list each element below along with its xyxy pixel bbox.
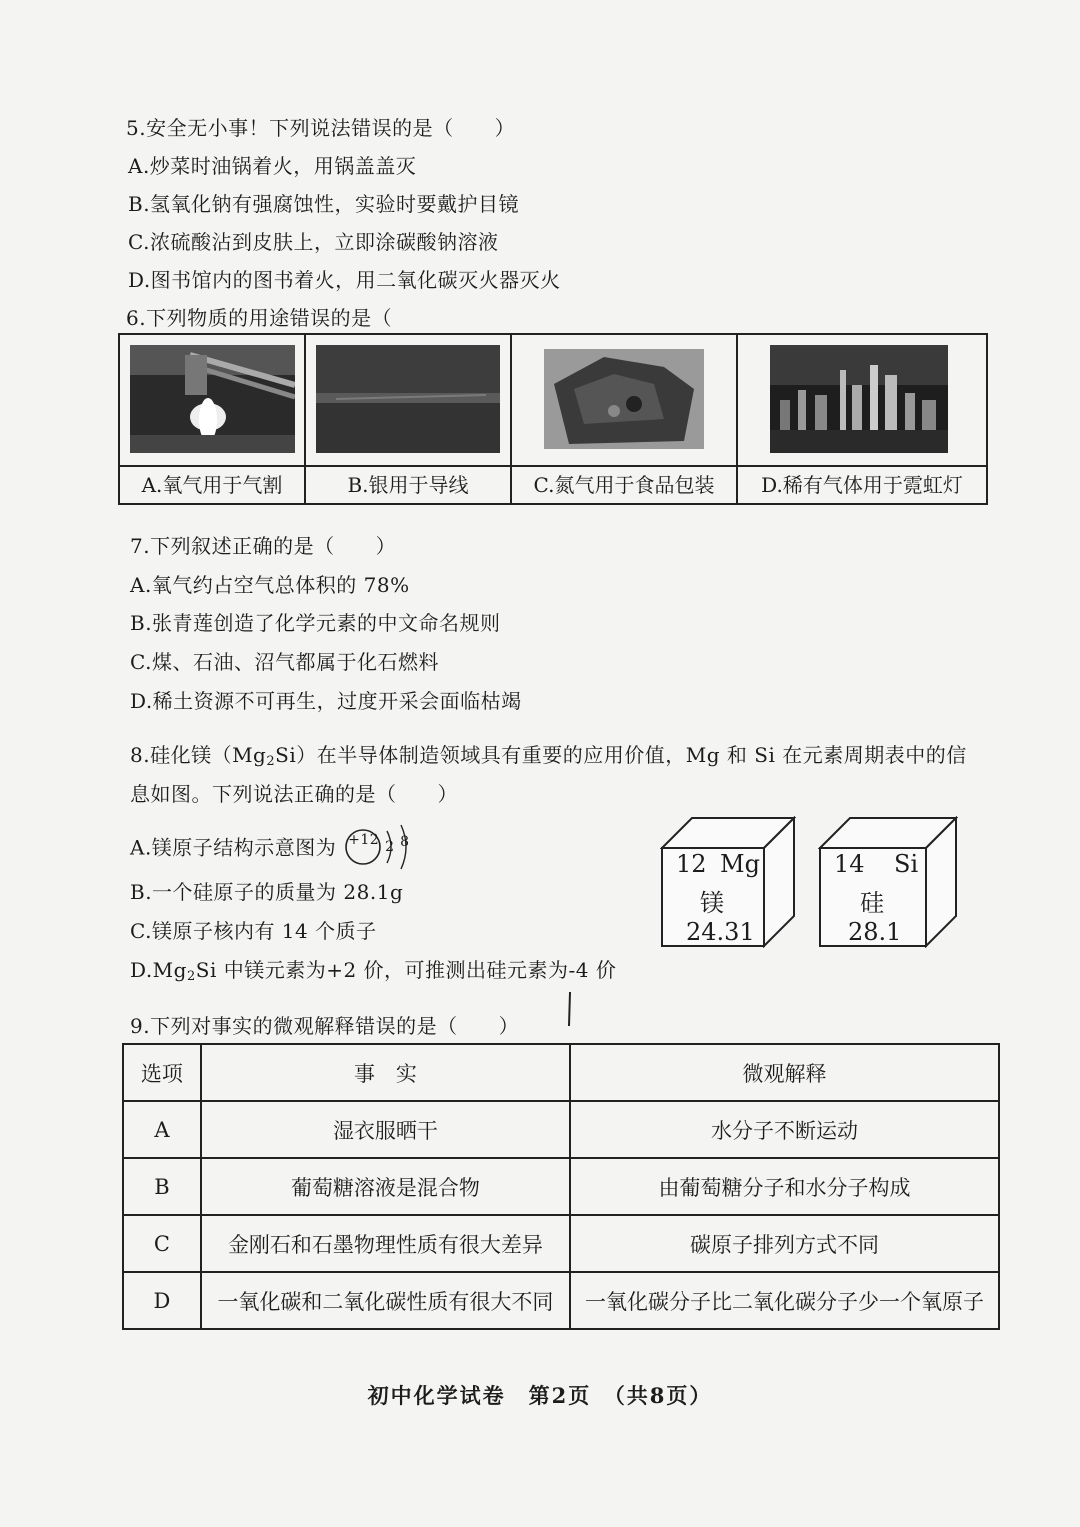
- q8-option-a: A.镁原子结构示意图为 +12 2 8: [130, 829, 413, 869]
- row-option: C: [123, 1215, 201, 1272]
- q9-table: [122, 1043, 1000, 1330]
- q6-image-table: [118, 333, 988, 505]
- row-fact: 葡萄糖溶液是混合物: [201, 1158, 570, 1215]
- q6-caption-a: A.氧气用于气割: [141, 473, 283, 497]
- row-option: D: [123, 1272, 201, 1329]
- page-footer: 初中化学试卷 第2页 （共8页）: [367, 1383, 713, 1408]
- q8-option-c: C.镁原子核内有 14 个质子: [130, 919, 377, 943]
- magnesium-atom-diagram: [343, 829, 413, 869]
- q6-cell-d: [738, 335, 986, 503]
- table-row: [123, 1215, 999, 1272]
- q6-cell-c: [512, 335, 738, 503]
- q5-option-b: B.氢氧化钠有强腐蚀性，实验时要戴护目镜: [128, 192, 520, 216]
- q5-stem: 5.安全无小事！下列说法错误的是（ ）: [126, 116, 516, 140]
- q7-stem: 7.下列叙述正确的是（ ）: [130, 534, 397, 558]
- table-row: [123, 1101, 999, 1158]
- neon-city-photo: [770, 345, 948, 453]
- header-fact: 事 实: [201, 1044, 570, 1101]
- header-option: 选项: [123, 1044, 201, 1101]
- row-option: B: [123, 1158, 201, 1215]
- q7-option-b: B.张青莲创造了化学元素的中文命名规则: [130, 611, 501, 635]
- q6-caption-d: D.稀有气体用于霓虹灯: [761, 473, 963, 497]
- mg-name: 镁: [700, 889, 724, 917]
- header-explanation: 微观解释: [570, 1044, 999, 1101]
- mg-symbol: Mg: [720, 850, 760, 878]
- silver-wire-photo: [316, 345, 500, 453]
- row-explanation: 一氧化碳分子比二氧化碳分子少一个氧原子: [570, 1272, 999, 1329]
- q6-cell-a: [120, 335, 306, 503]
- q5-option-c: C.浓硫酸沾到皮肤上，立即涂碳酸钠溶液: [128, 230, 499, 254]
- row-explanation: 由葡萄糖分子和水分子构成: [570, 1158, 999, 1215]
- q5-option-d: D.图书馆内的图书着火，用二氧化碳灭火器灭火: [128, 268, 561, 292]
- oxygen-cutting-photo: [130, 345, 295, 453]
- q6-caption-b: B.银用于导线: [347, 473, 469, 497]
- q7-option-c: C.煤、石油、沼气都属于化石燃料: [130, 650, 439, 674]
- atom-shell-2: 8: [400, 834, 410, 850]
- atom-core-charge: +12: [348, 832, 380, 848]
- q6-cell-b: [306, 335, 512, 503]
- q8-option-d: $D.Mg_2Si$ 中镁元素为+2 价，可推测出硅元素为-4 价: [130, 958, 617, 984]
- si-name: 硅: [860, 889, 884, 917]
- element-box-si: [818, 816, 958, 948]
- q7-option-d: D.稀土资源不可再生，过度开采会面临枯竭: [130, 689, 522, 713]
- row-option: A: [123, 1101, 201, 1158]
- q8-stem: 8.硅化镁$(Mg_2Si)$在半导体制造领域具有重要的应用价值，Mg 和 Si 在元素周期表中的信: [130, 743, 967, 769]
- si-symbol: Si: [894, 850, 919, 878]
- q5-option-a: A.炒菜时油锅着火，用锅盖盖灭: [128, 154, 417, 178]
- table-header-row: [123, 1044, 999, 1101]
- q6-stem: 6.下列物质的用途错误的是（: [126, 306, 393, 330]
- row-explanation: 碳原子排列方式不同: [570, 1215, 999, 1272]
- q9-stem: 9.下列对事实的微观解释错误的是（ ）: [130, 1014, 520, 1038]
- mg-atomic-number: 12: [676, 850, 707, 878]
- table-row: [123, 1272, 999, 1329]
- q8-option-b: B.一个硅原子的质量为 28.1g: [130, 880, 404, 904]
- pen-mark: [560, 990, 580, 1030]
- q6-caption-c: C.氮气用于食品包装: [533, 473, 715, 497]
- element-box-mg: [660, 816, 796, 948]
- table-row: [123, 1158, 999, 1215]
- si-atomic-number: 14: [834, 850, 865, 878]
- row-fact: 一氧化碳和二氧化碳性质有很大不同: [201, 1272, 570, 1329]
- food-package-photo: [544, 349, 704, 449]
- row-fact: 金刚石和石墨物理性质有很大差异: [201, 1215, 570, 1272]
- si-atomic-mass: 28.1: [848, 918, 902, 946]
- row-explanation: 水分子不断运动: [570, 1101, 999, 1158]
- q8-stem-line2: 息如图。下列说法正确的是（ ）: [130, 782, 458, 806]
- atom-shell-1: 2: [385, 839, 395, 855]
- q7-option-a: A.氧气约占空气总体积的 78%: [130, 573, 410, 597]
- mg-atomic-mass: 24.31: [686, 918, 755, 946]
- row-fact: 湿衣服晒干: [201, 1101, 570, 1158]
